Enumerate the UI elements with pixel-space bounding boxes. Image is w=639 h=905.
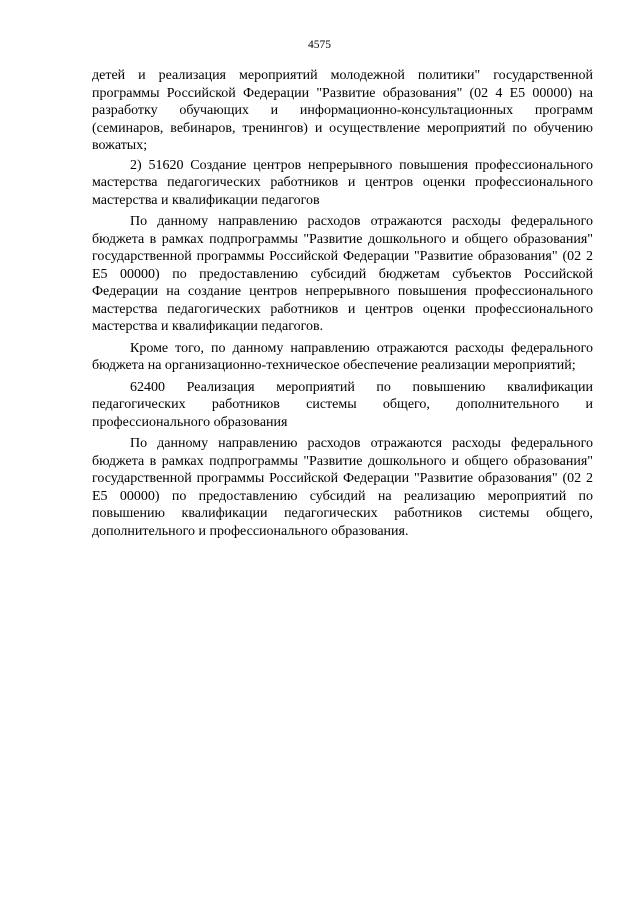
paragraph-item-51620: 2) 51620 Создание центров непрерывного повышения профессионального мастерства педагогических работников и центров оценки профессионального мастерства и квалификации педагогов <box>92 157 593 208</box>
document-body <box>92 67 593 540</box>
paragraph-additional-note: Кроме того, по данному направлению отражаются расходы федерального бюджета на организационно-техническое обеспечение реализации мероприятий; <box>92 340 593 373</box>
page-number: 4575 <box>308 39 331 51</box>
paragraph-continuation: детей и реализация мероприятий молодежной политики" государственной программы Российской Федерации "Развитие образования" (02 4 E5 00000) на разработку обучающих и информационно-консультационных программ (семинаров, вебинаров, тренингов) и осуществление мероприятий по обучению вожатых; <box>92 68 593 153</box>
paragraph-item-62400: 62400 Реализация мероприятий по повышению квалификации педагогических работников системы общего, дополнительного и профессионального образования <box>92 379 593 430</box>
paragraph-description-51620: По данному направлению расходов отражаются расходы федерального бюджета в рамках подпрограммы "Развитие дошкольного и общего образования" государственной программы Российской Федерации "Развитие образования" (02 2 E5 00000) по предоставлению субсидий бюджетам субъектов Российской Федерации на создание центров непрерывного повышения профессионального мастерства педагогических работников и центров оценки профессионального мастерства и квалификации педагогов. <box>92 214 593 334</box>
paragraph-description-62400: По данному направлению расходов отражаются расходы федерального бюджета в рамках подпрограммы "Развитие дошкольного и общего образования" государственной программы Российской Федерации "Развитие образования" (02 2 E5 00000) по предоставлению субсидий на реализацию мероприятий по повышению квалификации педагогических работников системы общего, дополнительного и профессионального образования. <box>92 436 593 539</box>
